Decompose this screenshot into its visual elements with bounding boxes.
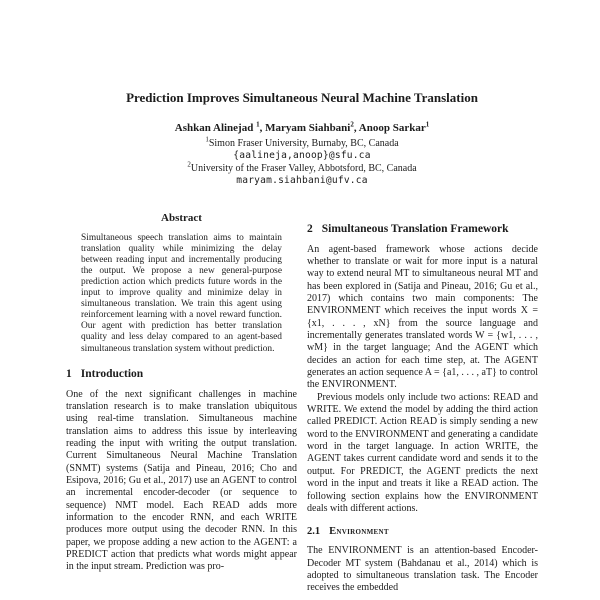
subsection-heading-environment [307,526,538,538]
author-separator: , [353,122,359,134]
author-affiliation-marker: 1 [425,120,430,129]
author-name: Ashkan Alinejad [174,122,257,134]
affiliation-2 [66,160,538,175]
author-affiliation-marker: 1 [256,120,260,129]
section-number: 1 [66,367,72,380]
authors-line [66,122,538,135]
subsection-number: 2.1 [307,526,321,538]
two-column-body [66,210,538,595]
left-column [66,210,297,595]
section-title: Introduction [80,367,144,380]
framework-paragraph-2: Previous models only include two actions: READ and WRITE. We extend the model by adding the third action called PREDICT. Action READ is simply sending a new word to the ENVIRONMENT and generating a candidate word in the target language. In action WRITE, the AGENT takes current candidate word and sends it to the output. For PREDICT, the AGENT predicts the next word in the input and treats it like a READ action. The following section explains how the ENVIRONMENT deals with different actions. [307,391,538,514]
affiliation-1 [66,135,538,150]
affiliation-text: University of the Fraser Valley, Abbotsford, BC, Canada [190,162,417,174]
author-name: Anoop Sarkar [358,122,426,134]
email-2: maryam.siahbani@ufv.ca [236,175,368,187]
framework-paragraph-1: An agent-based framework whose actions decide whether to translate or wait for more input is a natural way to extend neural MT to simultaneous neural MT and has been explored in (Satija and Pineau, 2016; Gu et al., 2017) which contains two main components: The ENVIRONMENT which receives the input words X = {x1, . . . , xN} from the source language and incrementally generates translated words W = {w1, . . . , wM} in the target language; And the AGENT which decides an action for each time step, at. The AGENT generates an action sequence A = {a1, . . . , aT} to control the ENVIRONMENT. [307,243,538,391]
author-separator: , [259,122,266,134]
section-heading-introduction [66,368,297,381]
section-number: 2 [307,222,313,235]
introduction-paragraph: One of the next significant challenges in machine translation research is to make translation ubiquitous using real-time translation. Simultaneous machine translation aims to address this issue by interleaving reading the input with writing the output translation. Current Simultaneous Neural Machine Translation (SNMT) systems (Satija and Pineau, 2016; Cho and Esipova, 2016; Gu et al., 2017) use an AGENT to control an incremental encoder-decoder (or sequence to sequence) NMT model. Each READ adds more information to the encoder RNN, and each WRITE produces more output using the decoder RNN. In this paper, we propose adding a new action to the AGENT: a PREDICT action that predicts what words might appear in the input stream. Prediction was pro- [66,388,297,573]
affiliation-marker: 1 [205,135,209,144]
email-1: {aalineja,anoop}@sfu.ca [233,150,371,162]
subsection-title: Environment [329,526,389,538]
section-title: Simultaneous Translation Framework [321,222,509,235]
abstract-heading: Abstract [161,211,202,224]
author-affiliation-marker: 2 [350,120,354,129]
abstract-text: Simultaneous speech translation aims to maintain translation quality while minimizing the delay between reading input and incrementally producing the output. We propose a new general-purpose prediction action which predicts future words in the input to improve quality and minimize delay in simultaneous translation. We train this agent using reinforcement learning with a novel reward function. Our agent with prediction has better translation quality and less delay compared to an agent-based simultaneous translation system without prediction. [81,232,282,354]
author-name: Maryam Siahbani [265,122,351,134]
affiliation-marker: 2 [187,160,191,169]
affiliation-text: Simon Fraser University, Burnaby, BC, Canada [208,138,399,149]
paper-title: Prediction Improves Simultaneous Neural Machine Translation [126,90,478,105]
section-heading-framework [307,223,538,236]
right-column [307,210,538,595]
affiliations-block [66,135,538,188]
environment-paragraph-1: The ENVIRONMENT is an attention-based Encoder-Decoder MT system (Bahdanau et al., 2014) which is adopted to simultaneous translation task. The Encoder receives the embedded [307,545,538,594]
paper-content [66,0,538,595]
